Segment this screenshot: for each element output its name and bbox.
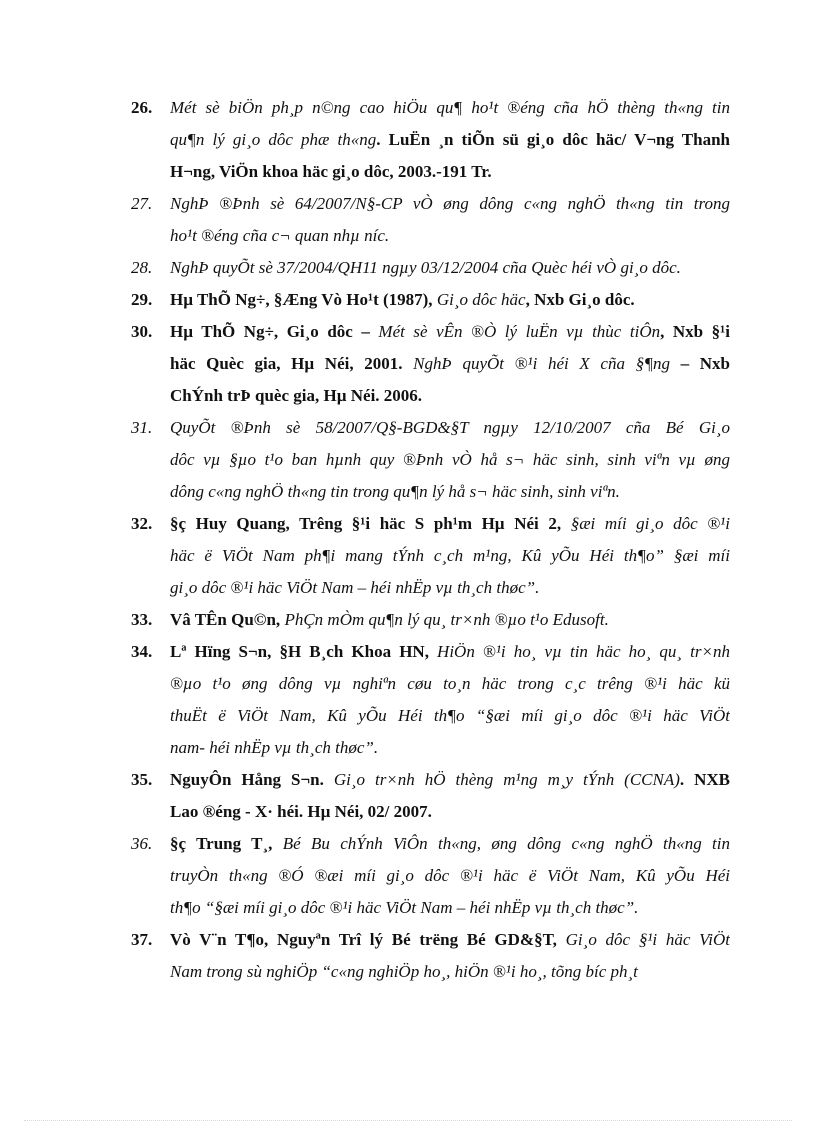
italic-segment: Mét sè biÖn ph¸p n©ng cao hiÖu qu¶ ho¹t ®éng cña hÖ thèng th«ng tin [170, 98, 730, 117]
italic-segment: nam- héi nhËp vµ th¸ch thøc”. [170, 738, 379, 757]
reference-line [170, 188, 730, 220]
reference-line [170, 668, 730, 700]
italic-segment: NghÞ quyÕt sè 37/2004/QH11 ngµy 03/12/2004 cña Quèc héi vÒ gi¸o dôc. [170, 258, 681, 277]
reference-number: 34. [131, 642, 153, 661]
italic-segment: Gi¸o dôc häc [436, 290, 526, 309]
reference-number: 26. [131, 98, 153, 117]
italic-segment: häc ë ViÖt Nam ph¶i mang tÝnh c¸ch m¹ng, Kû yÕu Héi th¶o” §æi míi [170, 546, 730, 565]
bold-segment: Hµ ThÕ Ng÷, §Æng Vò Ho¹t (1987), [170, 290, 437, 309]
bold-segment: , Nxb Gi¸o dôc. [525, 290, 635, 309]
reference-line [170, 252, 730, 284]
reference-line [170, 732, 730, 764]
reference-line [170, 220, 730, 252]
reference-text [170, 284, 730, 316]
reference-line [170, 412, 730, 444]
reference-line [170, 860, 730, 892]
italic-segment: truyÒn th«ng ®Ó ®æi míi gi¸o dôc ®¹i häc ë ViÖt Nam, Kû yÕu Héi [170, 866, 730, 885]
reference-line [170, 956, 730, 988]
reference-item [0, 92, 816, 188]
reference-list [0, 92, 816, 988]
reference-text [170, 316, 730, 412]
reference-line [170, 444, 730, 476]
reference-line [170, 124, 730, 156]
reference-item [0, 508, 816, 604]
italic-segment: thuËt ë ViÖt Nam, Kû yÕu Héi th¶o “§æi míi gi¸o dôc ®¹i häc ViÖt [170, 706, 730, 725]
bold-segment: Vò V¨n T¶o, Nguyªn Trî lý Bé trëng Bé GD&§T, [170, 930, 566, 949]
reference-number: 28. [131, 258, 153, 277]
reference-number: 27. [131, 194, 153, 213]
reference-text [170, 924, 730, 988]
italic-segment: Mét sè vÊn ®Ò lý luËn vµ thùc tiÔn [378, 322, 661, 341]
bold-segment: . NXB [679, 770, 730, 789]
bold-segment: – Nxb [670, 354, 730, 373]
italic-segment: QuyÕt ®Þnh sè 58/2007/Q§-BGD&§T ngµy 12/10/2007 cña Bé Gi¸o [170, 418, 730, 437]
reference-line [170, 348, 730, 380]
italic-segment: qu¶n lý gi¸o dôc phæ th«ng [170, 130, 377, 149]
reference-number: 30. [131, 322, 153, 341]
reference-line [170, 572, 730, 604]
reference-line [170, 892, 730, 924]
italic-segment: Gi¸o dôc §¹i häc ViÖt [565, 930, 730, 949]
bold-segment: Vâ TÊn Qu©n, [170, 610, 285, 629]
reference-item [0, 924, 816, 988]
reference-number: 37. [131, 930, 153, 949]
reference-line [170, 604, 730, 636]
bold-segment: . LuËn ¸n tiÕn sü gi¸o dôc häc/ V¬ng Thanh [376, 130, 730, 149]
reference-item [0, 284, 816, 316]
bold-segment: häc Quèc gia, Hµ Néi, 2001. [170, 354, 414, 373]
reference-text [170, 412, 730, 508]
italic-segment: ®µo t¹o øng dông vµ nghiªn cøu to¸n häc trong c¸c trêng ®¹i häc kü [170, 674, 730, 693]
italic-segment: dôc vµ §µo t¹o ban hµnh quy ®Þnh vÒ hå s¬ häc sinh, sinh viªn vµ øng [170, 450, 730, 469]
reference-line [170, 508, 730, 540]
italic-segment: NghÞ quyÕt ®¹i héi X cña §¶ng [413, 354, 670, 373]
reference-text [170, 252, 730, 284]
reference-item [0, 252, 816, 284]
italic-segment: th¶o “§æi míi gi¸o dôc ®¹i häc ViÖt Nam – héi nhËp vµ th¸ch thøc”. [170, 898, 639, 917]
reference-number: 29. [131, 290, 153, 309]
reference-line [170, 92, 730, 124]
reference-text [170, 92, 730, 188]
italic-segment: Nam trong sù nghiÖp “c«ng nghiÖp ho¸, hiÖn ®¹i ho¸, tõng bíc ph¸t [170, 962, 638, 981]
reference-number: 32. [131, 514, 153, 533]
reference-number: 36. [131, 834, 153, 853]
reference-line [170, 380, 730, 412]
bold-segment: Lao ®éng - X· héi. Hµ Néi, 02/ 2007. [170, 802, 432, 821]
italic-segment: HiÖn ®¹i ho¸ vµ tin häc ho¸ qu¸ tr×nh [437, 642, 730, 661]
reference-line [170, 284, 730, 316]
reference-text [170, 828, 730, 924]
italic-segment: ho¹t ®éng cña c¬ quan nhµ níc. [170, 226, 390, 245]
reference-number: 33. [131, 610, 153, 629]
reference-text [170, 508, 730, 604]
reference-line [170, 316, 730, 348]
reference-line [170, 476, 730, 508]
reference-item [0, 188, 816, 252]
bold-segment: §ç Huy Quang, Trêng §¹i häc S ph¹m Hµ Néi 2, [170, 514, 571, 533]
bold-segment: NguyÔn Hång S¬n. [170, 770, 334, 789]
reference-item [0, 604, 816, 636]
italic-segment: Bé Bu chÝnh ViÔn th«ng, øng dông c«ng nghÖ th«ng tin [282, 834, 730, 853]
reference-text [170, 636, 730, 764]
bold-segment: Hµ ThÕ Ng÷, Gi¸o dôc – [170, 322, 379, 341]
bold-segment: ChÝnh trÞ quèc gia, Hµ Néi. 2006. [170, 386, 423, 405]
italic-segment: Gi¸o tr×nh hÖ thèng m¹ng m¸y tÝnh (CCNA) [333, 770, 680, 789]
reference-text [170, 764, 730, 828]
reference-line [170, 828, 730, 860]
reference-item [0, 828, 816, 924]
bold-segment: §ç Trung T¸, [170, 834, 283, 853]
reference-item [0, 636, 816, 764]
reference-number: 35. [131, 770, 153, 789]
italic-segment: PhÇn mÒm qu¶n lý qu¸ tr×nh ®µo t¹o Edusoft. [284, 610, 609, 629]
reference-item [0, 316, 816, 412]
page-bottom-rule [24, 1120, 792, 1121]
bold-segment: , Nxb §¹i [660, 322, 730, 341]
reference-line [170, 796, 730, 828]
reference-line [170, 700, 730, 732]
reference-number: 31. [131, 418, 153, 437]
reference-text [170, 604, 730, 636]
italic-segment: gi¸o dôc ®¹i häc ViÖt Nam – héi nhËp vµ th¸ch thøc”. [170, 578, 540, 597]
reference-line [170, 764, 730, 796]
reference-item [0, 764, 816, 828]
italic-segment: dông c«ng nghÖ th«ng tin trong qu¶n lý hå s¬ häc sinh, sinh viªn. [170, 482, 620, 501]
reference-text [170, 188, 730, 252]
reference-item [0, 412, 816, 508]
reference-line [170, 636, 730, 668]
reference-line [170, 540, 730, 572]
reference-line [170, 156, 730, 188]
italic-segment: NghÞ ®Þnh sè 64/2007/N§-CP vÒ øng dông c«ng nghÖ th«ng tin trong [170, 194, 730, 213]
italic-segment: §æi míi gi¸o dôc ®¹i [570, 514, 730, 533]
bold-segment: H¬ng, ViÖn khoa häc gi¸o dôc, 2003.-191 Tr. [170, 162, 492, 181]
reference-line [170, 924, 730, 956]
bold-segment: Lª Hïng S¬n, §H B¸ch Khoa HN, [170, 642, 438, 661]
